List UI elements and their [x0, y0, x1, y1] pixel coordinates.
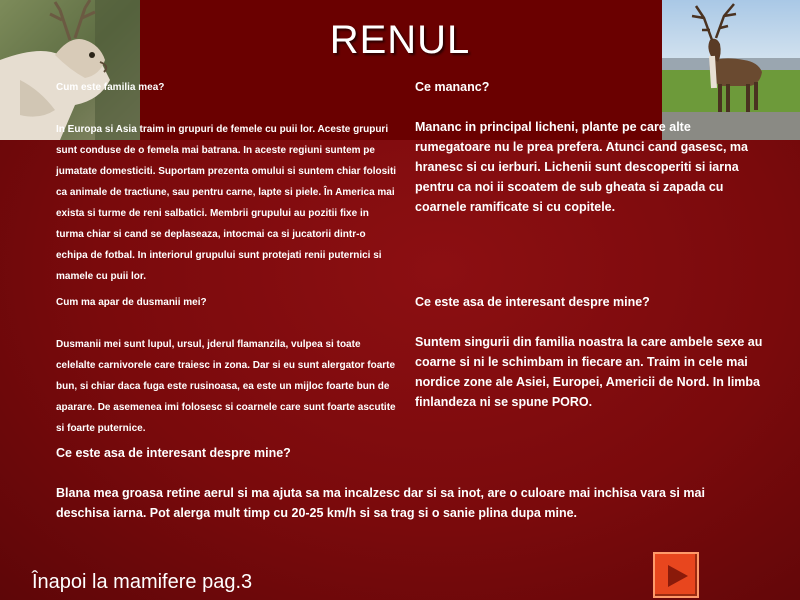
section-food [415, 77, 765, 217]
section-question: Ce este asa de interesant despre mine? [415, 295, 650, 309]
section-family [56, 77, 398, 287]
section-text: In Europa si Asia traim in grupuri de femele cu puii lor. Aceste grupuri sunt conduse de o femela mai batrana. In aceste regiuni suntem pe jumatate domesticiti. Suportam prezenta omului si suntem chiar folositi ca animale de tractiune, sau pentru carne, lapte si piele. În America mai exista si turme de reni salbatici. Membrii grupului au pozitii fixe in turma chiar si cand se deplaseaza, intocmai ca si jucatorii dintr-o echipa de fotbal. In interiorul grupului sunt protejati renii puternici si mamele cu puii lor. [56, 124, 397, 282]
section-question: Cum este familia mea? [56, 82, 165, 93]
section-text: Dusmanii mei sunt lupul, ursul, jderul flamanzila, vulpea si toate celelalte carnivorele care traiesc in zona. Dar si eu sunt alergator foarte bun, si chiar daca fuga este rusinoasa, ea este un mijloc foarte bun de aparare. De asemenea imi folosesc si coarnele care sunt foarte ascutite si foarte puternice. [56, 339, 396, 434]
section-question: Ce mananc? [415, 80, 490, 94]
section-interesting-fur [56, 443, 756, 523]
page-title: RENUL [329, 18, 471, 62]
section-question: Cum ma apar de dusmanii mei? [56, 297, 207, 308]
section-question: Ce este asa de interesant despre mine? [56, 446, 291, 460]
section-interesting [415, 292, 765, 412]
next-page-button[interactable] [653, 552, 699, 598]
section-enemies [56, 292, 401, 439]
section-text: Mananc in principal licheni, plante pe care alte rumegatoare nu le prea prefera. Atunci cand gasesc, ma hranesc si cu ierburi. Lichenii sunt descoperiti si iarna pentru ca noi ii scoatem de sub gheata si zapada cu coarnele ramificate si cu copitele. [415, 120, 748, 214]
back-to-mammals-link[interactable]: Înapoi la mamifere pag.3 [32, 571, 253, 593]
section-text: Suntem singurii din familia noastra la care ambele sexe au coarne si ni le schimbam in fiecare an. Traim in cele mai nordice zone ale Asiei, Europei, Americii de Nord. In limba finlandeza ni se spune PORO. [415, 335, 763, 409]
play-arrow-icon [663, 562, 691, 590]
section-text: Blana mea groasa retine aerul si ma ajuta sa ma incalzesc dar si sa inot, are o culoare mai inchisa vara si mai deschisa iarna. Pot alerga mult timp cu 20-25 km/h si sa trag si o sanie plina dupa mine. [56, 486, 705, 520]
